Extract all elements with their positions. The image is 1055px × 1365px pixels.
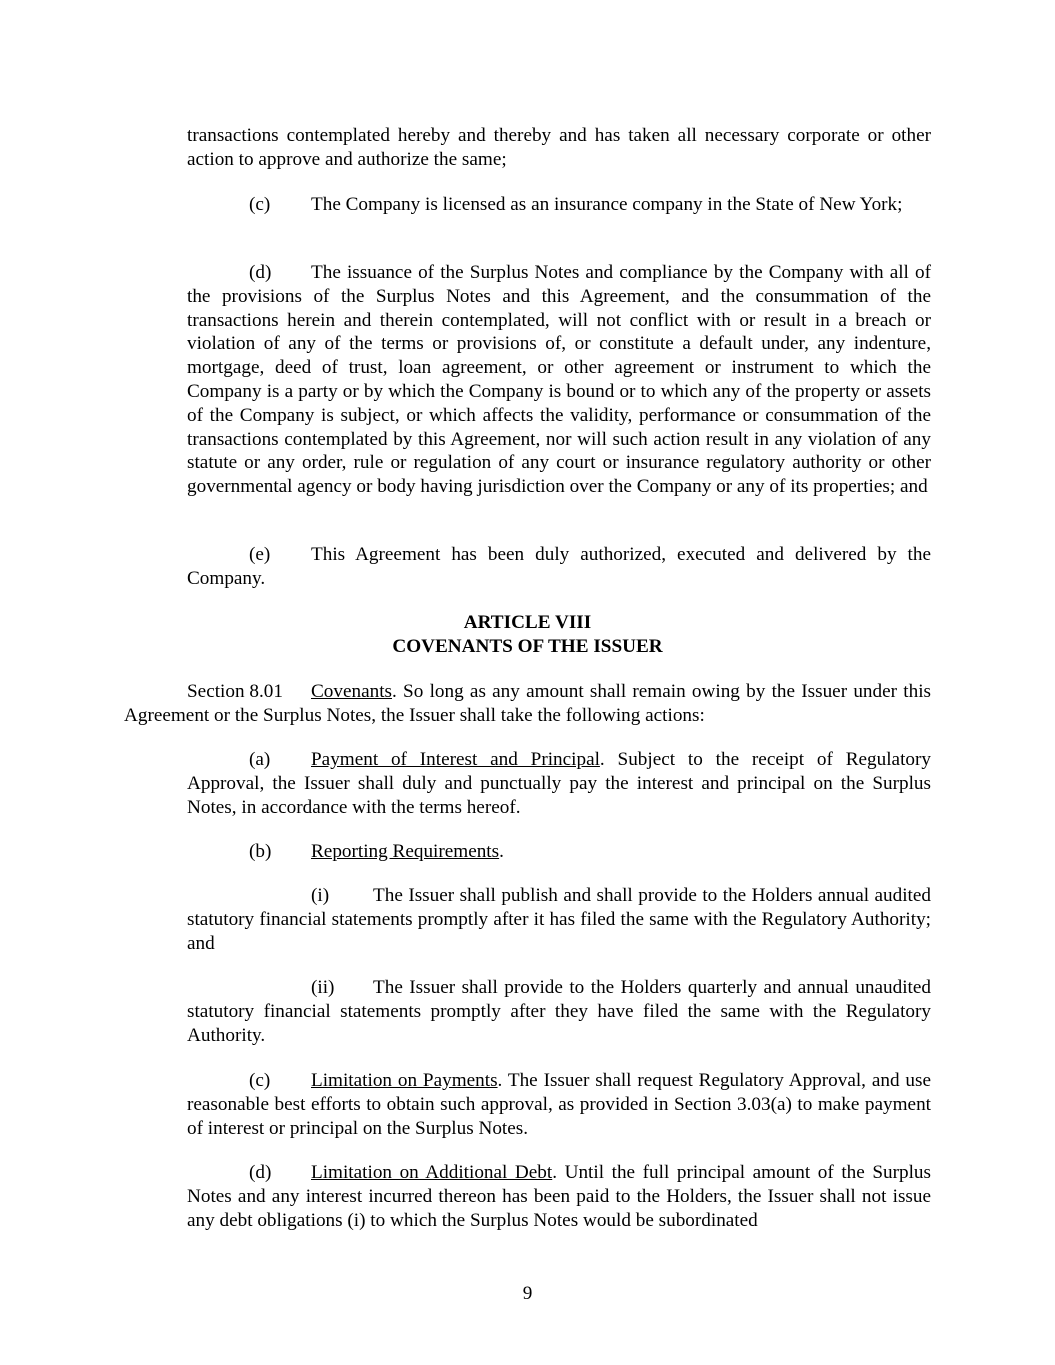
paragraph-b-i [187,884,931,955]
paragraph-e-text: This Agreement has been duly authorized, executed and delivered by the Company. [187,544,931,589]
section-text: . So long as any amount shall remain owing by the Issuer under this Agreement or the Surplus Notes, the Issuer shall take the following actions: [124,681,931,726]
article-subtitle: COVENANTS OF THE ISSUER [392,636,663,657]
paragraph-e [187,543,931,591]
article-title: ARTICLE VIII [463,612,592,633]
page-number: 9 [522,1283,533,1304]
paragraph-b-heading: Reporting Requirements [311,841,500,862]
paragraph-d2-text: . Until the full principal amount of the Surplus Notes and any interest incurred thereon has been paid to the Holders, the Issuer shall not issue any debt obligations (i) to which the Surplus Notes would be subordinated [187,1162,931,1231]
paragraph-d2 [187,1161,931,1232]
paragraph-c-label: (c) [249,194,271,215]
paragraph-d-text: The issuance of the Surplus Notes and compliance by the Company with all of the provisions of the Surplus Notes and this Agreement, and the consummation of the transactions herein and therein contemplated, will not conflict with or result in a breach or violation of any of the terms or provisions of, or constitute a default under, any indenture, mortgage, deed of trust, loan agreement, or other agreement or instrument to which the Company is a party or by which the Company is bound or to which any of the property or assets of the Company is subject, or which affects the validity, performance or consummation of the transactions contemplated by this Agreement, nor will such action result in any violation of any statute or any order, rule or regulation of any court or insurance regulatory authority or other governmental agency or body having jurisdiction over the Company or any of its properties; and [187,262,931,498]
paragraph-a-label: (a) [249,749,271,770]
paragraph-b-ii-text: The Issuer shall provide to the Holders quarterly and annual unaudited statutory financial statements promptly after they have filed the same with the Regulatory Authority. [187,977,931,1046]
paragraph-d-label: (d) [249,262,272,283]
section-label: Section 8.01 [187,681,283,702]
section-8-01 [124,680,931,728]
paragraph-b-ii [187,976,931,1047]
paragraph-b-i-text: The Issuer shall publish and shall provide to the Holders annual audited statutory financial statements promptly after it has filed the same with the Regulatory Authority; and [187,885,931,954]
paragraph-b [187,840,931,864]
paragraph-b-text: . [499,841,504,862]
paragraph-c2-label: (c) [249,1070,271,1091]
paragraph-c2-heading: Limitation on Payments [311,1070,498,1091]
paragraph-d [187,261,931,499]
paragraph-a [187,748,931,819]
paragraph-a-text: . Subject to the receipt of Regulatory Approval, the Issuer shall duly and punctually pay the interest and principal on the Surplus Notes, in accordance with the terms hereof. [187,749,931,818]
paragraph-c2-text: . The Issuer shall request Regulatory Approval, and use reasonable best efforts to obtain such approval, as provided in Section 3.03(a) to make payment of interest or principal on the Surplus Notes. [187,1070,931,1139]
paragraph-b-ii-label: (ii) [311,977,335,998]
paragraph-b-i-label: (i) [311,885,330,906]
paragraph-intro-text: transactions contemplated hereby and thereby and has taken all necessary corporate or other action to approve and authorize the same; [187,125,931,170]
paragraph-intro [187,124,931,172]
paragraph-e-label: (e) [249,544,271,565]
paragraph-c [187,193,931,217]
paragraph-c-text: The Company is licensed as an insurance company in the State of New York; [311,194,903,215]
section-heading: Covenants [311,681,393,702]
paragraph-d2-label: (d) [249,1162,272,1183]
paragraph-b-label: (b) [249,841,272,862]
paragraph-a-heading: Payment of Interest and Principal [311,749,600,770]
paragraph-c2 [187,1069,931,1140]
paragraph-d2-heading: Limitation on Additional Debt [311,1162,553,1183]
